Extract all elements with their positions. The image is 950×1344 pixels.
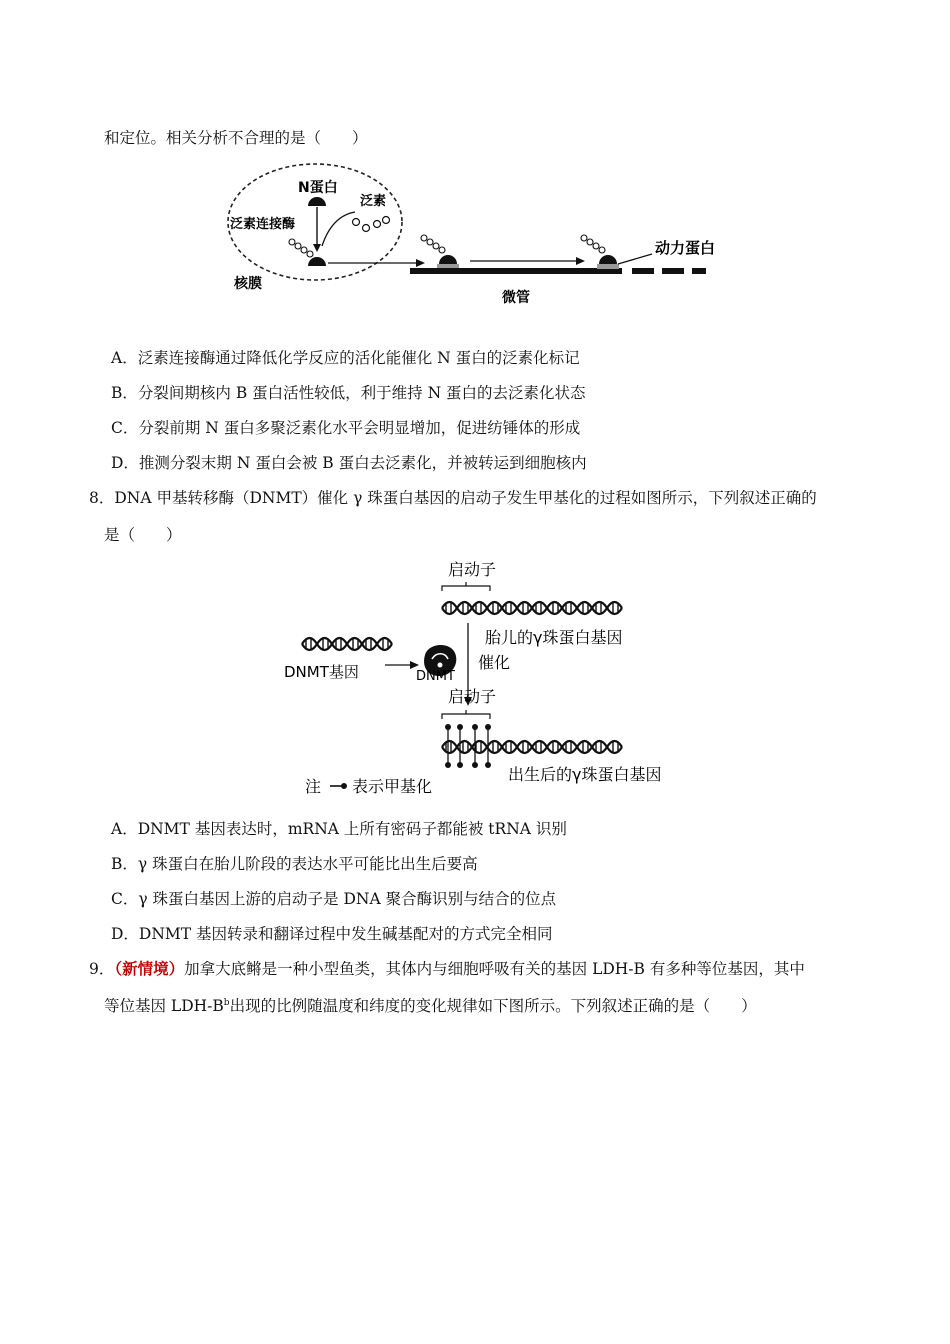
q8-option-c: C．γ 珠蛋白基因上游的启动子是 DNA 聚合酶识别与结合的位点 bbox=[111, 890, 557, 908]
fetal-gene-label: 胎儿的γ珠蛋白基因 bbox=[485, 628, 623, 647]
q9-number: 9． bbox=[89, 960, 115, 978]
q9-stem-text2a: 等位基因 LDH-B bbox=[104, 997, 224, 1015]
dnmt-gene-label: DNMT基因 bbox=[284, 663, 359, 681]
dnmt-gene-helix bbox=[302, 638, 392, 650]
q9-stem-line1 bbox=[89, 958, 805, 980]
ubiquitination-diagram bbox=[220, 160, 760, 310]
dynein-label: 动力蛋白 bbox=[655, 239, 716, 257]
dna-methylation-diagram bbox=[280, 555, 700, 800]
q9-stem-text2b: 出现的比例随温度和纬度的变化规律如下图所示。下列叙述正确的是（ ） bbox=[229, 997, 757, 1015]
ubiquitin-label: 泛素 bbox=[360, 194, 387, 209]
catalyze-label: 催化 bbox=[478, 653, 511, 672]
q8-stem-line2: 是（ ） bbox=[104, 526, 182, 544]
q7-option-c: C．分裂前期 N 蛋白多聚泛素化水平会明显增加，促进纺锤体的形成 bbox=[111, 419, 581, 437]
microtubule-label: 微管 bbox=[502, 290, 530, 306]
promoter-bottom-label: 启动子 bbox=[448, 687, 497, 706]
q9-new-context-tag: （新情境） bbox=[114, 959, 185, 978]
q8-option-a: A．DNMT 基因表达时，mRNA 上所有密码子都能被 tRNA 识别 bbox=[111, 820, 567, 838]
note-prefix: 注 bbox=[305, 777, 322, 796]
q9-stem-line2 bbox=[104, 995, 757, 1017]
q7-option-b: B．分裂间期核内 B 蛋白活性较低，利于维持 N 蛋白的去泛素化状态 bbox=[111, 384, 586, 402]
ubiquitin-ligase-label: 泛素连接酶 bbox=[230, 217, 296, 232]
microtubule-bar bbox=[410, 268, 622, 274]
n-protein-ub-icon bbox=[308, 257, 326, 266]
q9-superscript: b bbox=[223, 997, 230, 1008]
q9-stem-text1: 加拿大底鳉是一种小型鱼类，其体内与细胞呼吸有关的基因 LDH-B 有多种等位基因，其中 bbox=[184, 960, 805, 978]
promoter-top-label: 启动子 bbox=[448, 560, 497, 579]
dnmt-label: DNMT bbox=[416, 669, 455, 684]
nuclear-membrane-label: 核膜 bbox=[234, 276, 262, 292]
q7-option-d: D．推测分裂末期 N 蛋白会被 B 蛋白去泛素化，并被转运到细胞核内 bbox=[111, 454, 587, 472]
fetal-gene-helix bbox=[442, 602, 622, 614]
q7-option-a: A．泛素连接酶通过降低化学反应的活化能催化 N 蛋白的泛素化标记 bbox=[111, 349, 580, 367]
q8-option-d: D．DNMT 基因转录和翻译过程中发生碱基配对的方式完全相同 bbox=[111, 925, 553, 943]
postnatal-gene-label: 出生后的γ珠蛋白基因 bbox=[508, 765, 662, 784]
q7-stem-tail: 和定位。相关分析不合理的是（ ） bbox=[104, 129, 368, 147]
n-protein-icon bbox=[308, 197, 326, 206]
q8-stem-line1: 8．DNA 甲基转移酶（DNMT）催化 γ 珠蛋白基因的启动子发生甲基化的过程如图所示，下列叙述正确的 bbox=[89, 489, 817, 507]
note-text: 表示甲基化 bbox=[352, 777, 433, 796]
n-protein-label: N蛋白 bbox=[298, 180, 338, 196]
postnatal-gene-helix bbox=[442, 741, 622, 753]
q8-option-b: B．γ 珠蛋白在胎儿阶段的表达水平可能比出生后要高 bbox=[111, 855, 478, 873]
